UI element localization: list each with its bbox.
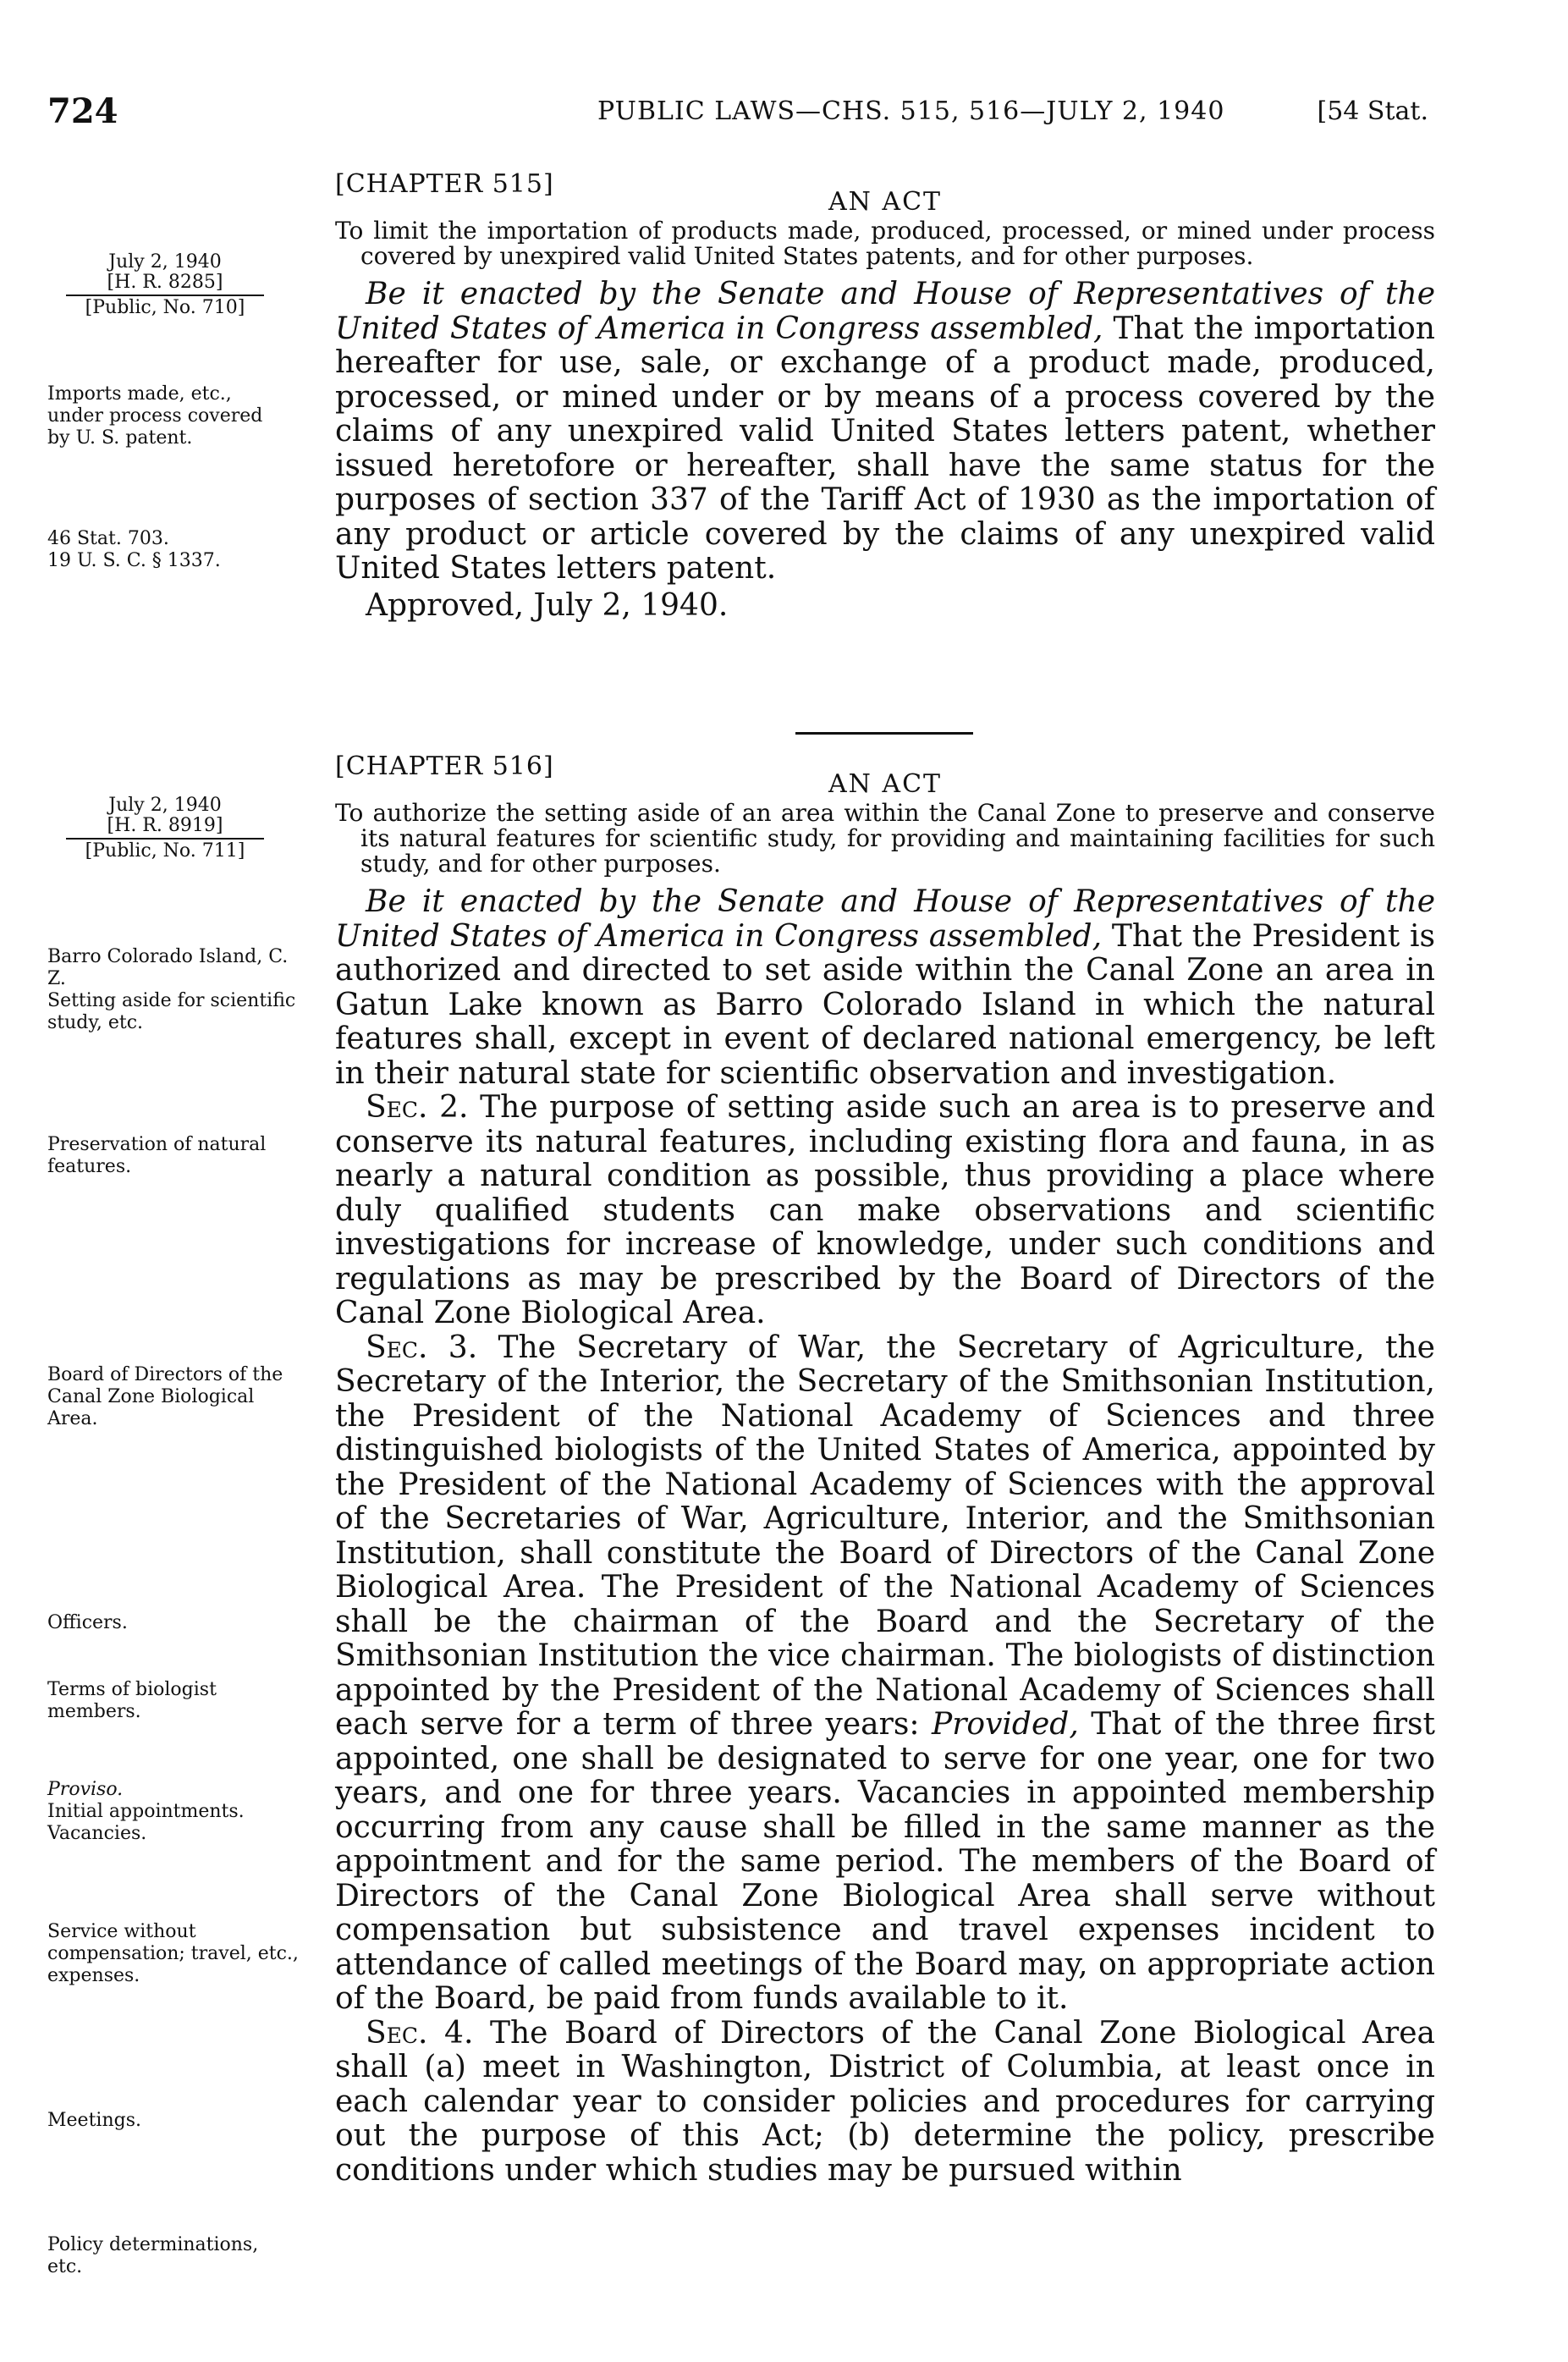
ch515-date: July 2, 1940 — [108, 251, 222, 273]
page-number: 724 — [47, 91, 118, 131]
margin-note-policy: Policy determinations, etc. — [47, 2234, 259, 2277]
margin-note-citation — [47, 528, 284, 572]
running-title: PUBLIC LAWS—CHS. 515, 516—JULY 2, 1940 — [597, 96, 1225, 126]
ch516-heading: [CHAPTER 516] — [335, 752, 554, 781]
ch516-section-3 — [335, 1331, 1435, 2017]
chapter-516 — [335, 752, 1435, 2188]
ch516-text — [335, 885, 1435, 2188]
margin-note-preservation: Preservation of natural features. — [47, 1134, 267, 1177]
chapter-divider — [795, 732, 973, 735]
ch516-act-label: AN ACT — [828, 769, 943, 799]
page-header — [47, 91, 1427, 134]
ch515-body: That the importation hereafter for use, sale, or exchange of a product made, produced, processed, or mined under or by means of a process covered by the claims of any unexpired valid United States letters patent, whether issued heretofore or hereafter, shall have the same status for the purposes of section 337 of the Tariff Act of 1930 as the importation of any product or article covered by the claims of any unexpired valid United States letters patent. — [335, 311, 1435, 586]
sec3-label: Sec. 3. — [366, 1330, 478, 1365]
sec3-body-b: That of the three first appointed, one shall be designated to serve for one year, one for two years, and one for three years. Vacancies in appointed membership occurring from any cause shall be filled in the same manner as the appointment and for the same period. The members of the Board of Directors of the Canal Zone Biological Area shall serve without compensation but subsistence and travel expenses incident to attendance of called meetings of the Board may, on appropriate action of the Board, be paid from funds available to it. — [335, 1707, 1435, 2016]
ch515-approved: Approved, July 2, 1940. — [366, 587, 729, 623]
ch516-section-4 — [335, 2017, 1435, 2189]
margin-note-service: Service without compensation; travel, etc., expenses. — [47, 1921, 299, 1986]
ch516-bill: [H. R. 8919] — [107, 815, 223, 836]
ch516-date: July 2, 1940 — [108, 795, 222, 816]
margin-note-setting: Setting aside for scientific study, etc. — [47, 990, 296, 1033]
sec4-body: The Board of Directors of the Canal Zone Biological Area shall (a) meet in Washington, District of Columbia, at least once in each calendar year to consider policies and procedures for carrying out the purpose of this Act; (b) determine the policy, prescribe conditions under which studies may be pursued within — [335, 2015, 1435, 2188]
proviso-word: Provided, — [931, 1707, 1079, 1742]
ch515-heading: [CHAPTER 515] — [335, 169, 554, 199]
sec4-label: Sec. 4. — [366, 2015, 474, 2051]
margin-note-terms: Terms of biologist members. — [47, 1679, 217, 1722]
chapter-515 — [335, 169, 1435, 623]
ch515-text — [335, 278, 1435, 586]
ch516-purpose: To authorize the setting aside of an area within the Canal Zone to preserve and conserve its natural features for scientific study, for providing and maintaining facilities for such study, and for other purposes. — [335, 799, 1435, 878]
volume-reference: [54 Stat. — [1317, 96, 1428, 126]
ch516-ref-rule — [66, 838, 264, 840]
ch515-ref-rule — [66, 295, 264, 296]
margin-note-officers: Officers. — [47, 1612, 128, 1633]
margin-note-proviso: Proviso. Initial appointments. Vacancies. — [47, 1779, 245, 1844]
ch516-bill-reference — [51, 796, 279, 862]
ch515-bill-reference — [51, 252, 279, 318]
sec2-body: The purpose of setting aside such an area is to preserve and conserve its natural features, including existing flora and fauna, in as nearly a natural condition as possible, thus providing a place where duly qualified students can make observations and scientific investigations for increase of knowledge, under such conditions and regulations as may be prescribed by the Board of Directors of the Canal Zone Biological Area. — [335, 1090, 1436, 1330]
ch516-sec1-body: That the President is authorized and directed to set aside within the Canal Zone an area in Gatun Lake known as Barro Colorado Island in which the natural features shall, except in event of declared national emergency, be left in their natural state for scientific observation and investigation. — [335, 918, 1435, 1091]
ch516-section-2 — [335, 1091, 1435, 1331]
ch516-public-law: [Public, No. 711] — [85, 840, 245, 862]
ch516-enacting-clause: Be it enacted by the Senate and House of Representatives of the United States of America in Congress assembled, — [335, 884, 1435, 954]
ch516-section-1 — [335, 885, 1435, 1091]
sec2-label: Sec. 2. — [366, 1090, 469, 1125]
ch515-act-label: AN ACT — [828, 187, 943, 217]
margin-note-meetings: Meetings. — [47, 2110, 141, 2131]
ch515-enacting-clause: Be it enacted by the Senate and House of Representatives of the United States of America in Congress assembled, — [335, 277, 1435, 346]
ch515-bill: [H. R. 8285] — [107, 272, 223, 293]
citation-stat: 46 Stat. 703. — [47, 528, 169, 549]
margin-note-barro: Barro Colorado Island, C. Z. — [47, 946, 289, 989]
sec3-body-a: The Secretary of War, the Secretary of Agriculture, the Secretary of the Interior, the Secretary of the Smithsonian Institution, the President of the National Academy of Sciences and three distinguished biologists of the United States of America, appointed by the President of the National Academy of Sciences with the approval of the Secretaries of War, Agriculture, Interior, and the Smithsonian Institution, shall constitute the Board of Directors of the Canal Zone Biological Area. The President of the National Academy of Sciences shall be the chairman of the Board and the Secretary of the Smithsonian Institution the vice chairman. The biologists of distinction appointed by the President of the National Academy of Sciences shall each serve for a term of three years: — [335, 1330, 1435, 1742]
margin-note-imports: Imports made, etc., under process covered by U. S. patent. — [47, 383, 263, 449]
citation-usc: 19 U. S. C. § 1337. — [47, 550, 221, 571]
ch515-purpose: To limit the importation of products made, produced, processed, or mined under process covered by unexpired valid United States patents, and for other purposes. — [335, 217, 1435, 270]
margin-note-board: Board of Directors of the Canal Zone Biological Area. — [47, 1364, 283, 1429]
ch515-public-law: [Public, No. 710] — [85, 297, 245, 318]
